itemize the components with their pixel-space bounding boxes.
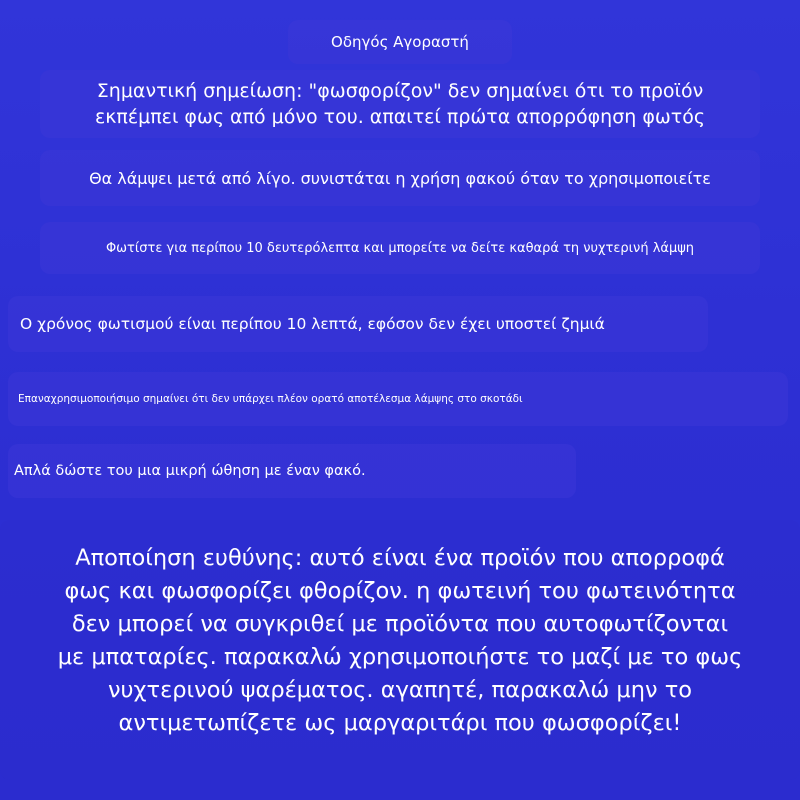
reusable-note-box <box>8 372 788 426</box>
flashlight-tip-text: Απλά δώστε του μια μικρή ώθηση με έναν φακό. <box>14 463 366 479</box>
glow-duration-text: Ο χρόνος φωτισμού είναι περίπου 10 λεπτά, εφόσον δεν έχει υποστεί ζημιά <box>20 315 605 333</box>
glow-after-while-box <box>40 150 760 206</box>
disclaimer-line: δεν μπορεί να συγκριθεί με προϊόντα που αυτοφωτίζονται <box>71 611 729 637</box>
page-title: Οδηγός Αγοραστή <box>331 33 469 51</box>
disclaimer-box <box>0 520 800 780</box>
disclaimer-line: νυχτερινού ψαρέματος. αγαπητέ, παρακαλώ μην το <box>107 677 693 703</box>
important-note-box <box>40 70 760 138</box>
illuminate-seconds-text: Φωτίστε για περίπου 10 δευτερόλεπτα και μπορείτε να δείτε καθαρά τη νυχτερινή λάμψη <box>105 240 695 256</box>
important-note-line: εκπέμπει φως από μόνο του. απαιτεί πρώτα απορρόφηση φωτός <box>94 106 706 128</box>
glow-after-while-text: Θα λάμψει μετά από λίγο. συνιστάται η χρήση φακού όταν το χρησιμοποιείτε <box>89 168 711 188</box>
illuminate-seconds-box <box>40 222 760 274</box>
flashlight-tip-box <box>8 444 576 498</box>
disclaimer-line: με μπαταρίες. παρακαλώ χρησιμοποιήστε το μαζί με το φως <box>57 644 743 670</box>
disclaimer-line: φως και φωσφορίζει φθορίζον. η φωτεινή του φωτεινότητα <box>64 578 736 604</box>
glow-duration-box <box>8 296 708 352</box>
reusable-note-text: Επαναχρησιμοποιήσιμο σημαίνει ότι δεν υπάρχει πλέον ορατό αποτέλεσμα λάμψης στο σκοτάδι <box>18 393 523 405</box>
guide-title-box <box>288 20 512 64</box>
disclaimer-line: Αποποίηση ευθύνης: αυτό είναι ένα προϊόν που απορροφά <box>75 545 725 571</box>
important-note-line: Σημαντική σημείωση: "φωσφορίζον" δεν σημαίνει ότι το προϊόν <box>96 80 704 102</box>
disclaimer-line: αντιμετωπίζετε ως μαργαριτάρι που φωσφορίζει! <box>118 710 682 736</box>
